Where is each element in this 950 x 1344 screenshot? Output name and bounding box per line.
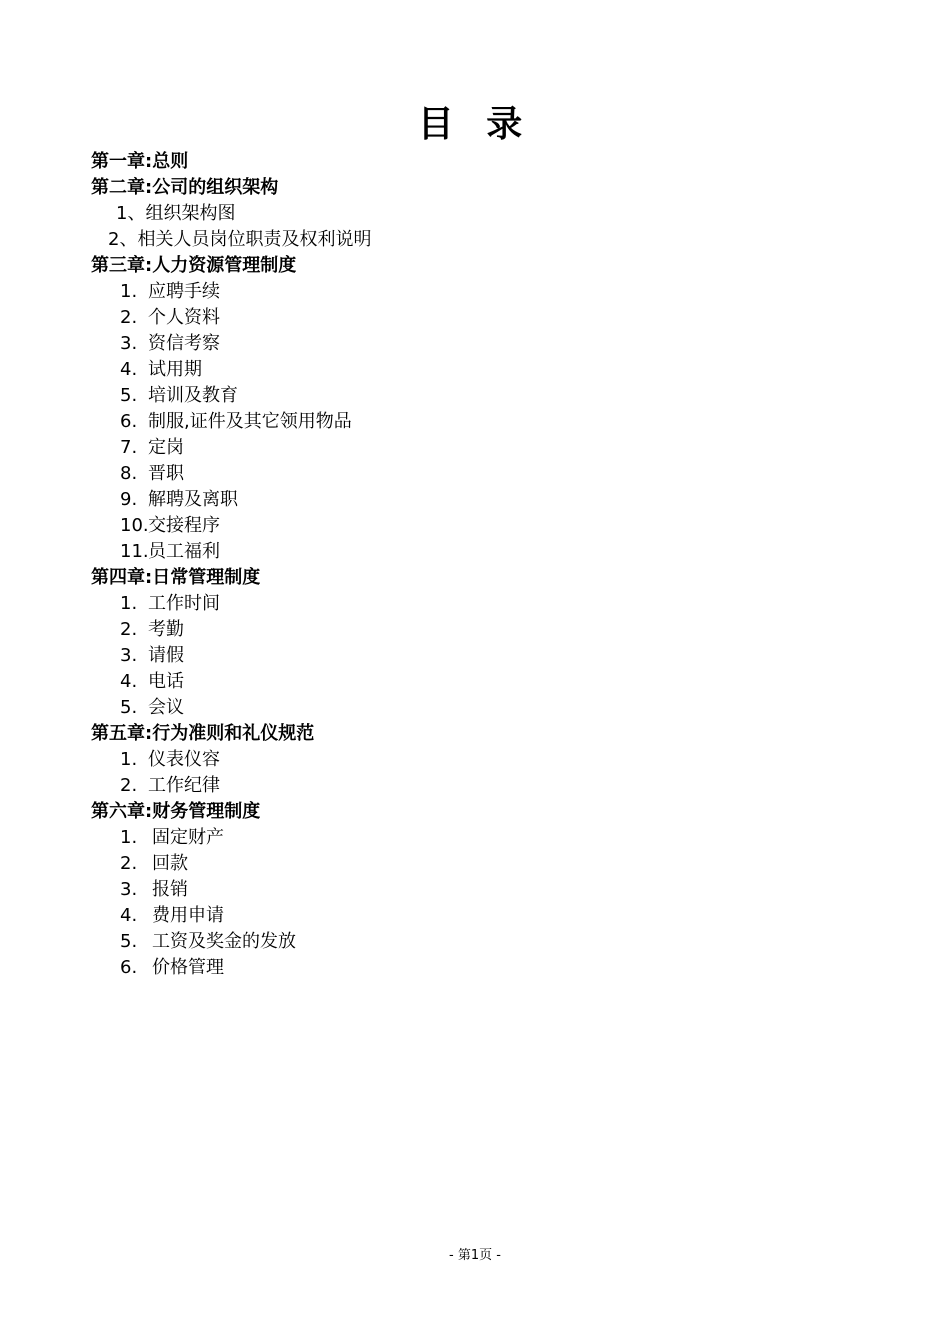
- toc-item-text: 仪表仪容: [148, 749, 220, 770]
- toc-item-text: 请假: [148, 645, 184, 666]
- toc-chapter-heading: 第二章:公司的组织架构: [91, 177, 279, 198]
- toc-list-item: [91, 643, 891, 669]
- toc-item-text: 价格管理: [152, 957, 224, 978]
- toc-list-item: [91, 903, 891, 929]
- toc-item-text: 工作纪律: [148, 775, 220, 796]
- toc-item-number: 2.: [120, 775, 138, 796]
- toc-list-item: [91, 669, 891, 695]
- toc-item-number: 8.: [120, 463, 138, 484]
- toc-item-text: 制服,证件及其它领用物品: [148, 411, 352, 432]
- toc-item-number: 3.: [120, 333, 138, 354]
- toc-item-number: 5.: [120, 931, 138, 952]
- toc-item-text: 定岗: [148, 437, 184, 458]
- toc-item-text: 会议: [148, 697, 184, 718]
- toc-item-number: 1.: [120, 593, 138, 614]
- toc-list-item: [91, 539, 891, 565]
- toc-item-text: 员工福利: [148, 541, 220, 562]
- toc-item-number: 5.: [120, 697, 138, 718]
- toc-item-number: 5.: [120, 385, 138, 406]
- toc-list-item: [91, 305, 891, 331]
- toc-list-item: [91, 513, 891, 539]
- toc-list-item: [91, 877, 891, 903]
- toc-item-number: 3.: [120, 879, 138, 900]
- toc-list-item: [91, 331, 891, 357]
- toc-list-item: [91, 383, 891, 409]
- toc-item-number: 6.: [120, 411, 138, 432]
- toc-chapter-heading: 第四章:日常管理制度: [91, 567, 261, 588]
- toc-item-text: 固定财产: [152, 827, 224, 848]
- toc-chapter-heading: 第六章:财务管理制度: [91, 801, 261, 822]
- toc-item-number: 4.: [120, 905, 138, 926]
- table-of-contents: [91, 149, 891, 981]
- toc-item-number: 2.: [120, 307, 138, 328]
- toc-list-item: [91, 461, 891, 487]
- toc-item-number: 4.: [120, 671, 138, 692]
- toc-item-number: 4.: [120, 359, 138, 380]
- toc-item-text: 考勤: [148, 619, 184, 640]
- toc-item-number: 11.: [120, 541, 149, 562]
- toc-item-text: 试用期: [148, 359, 202, 380]
- toc-chapter-heading: 第五章:行为准则和礼仪规范: [91, 723, 315, 744]
- toc-item-number: 2.: [120, 619, 138, 640]
- toc-list-item: [91, 955, 891, 981]
- toc-item-text: 电话: [148, 671, 184, 692]
- toc-item-number: 6.: [120, 957, 138, 978]
- toc-chapter-heading: 第一章:总则: [91, 151, 189, 172]
- toc-list-item: [91, 591, 891, 617]
- toc-list-item: [91, 487, 891, 513]
- toc-item-number: 1.: [120, 749, 138, 770]
- toc-subsection: 2、相关人员岗位职责及权利说明: [108, 229, 372, 250]
- toc-list-item: [91, 357, 891, 383]
- toc-chapter-heading: 第三章:人力资源管理制度: [91, 255, 297, 276]
- toc-item-text: 回款: [152, 853, 188, 874]
- toc-item-number: 7.: [120, 437, 138, 458]
- toc-item-number: 1.: [120, 827, 138, 848]
- toc-item-text: 工资及奖金的发放: [152, 931, 296, 952]
- toc-subsection: 1、组织架构图: [116, 203, 236, 224]
- toc-item-text: 培训及教育: [148, 385, 238, 406]
- toc-list-item: [91, 773, 891, 799]
- toc-item-text: 报销: [152, 879, 188, 900]
- toc-list-item: [91, 825, 891, 851]
- toc-list-item: [91, 747, 891, 773]
- toc-list-item: [91, 409, 891, 435]
- toc-list-item: [91, 435, 891, 461]
- toc-item-text: 晋职: [148, 463, 184, 484]
- page-title: 目 录: [417, 104, 533, 145]
- page-footer: - 第1页 -: [449, 1248, 501, 1263]
- toc-item-text: 应聘手续: [148, 281, 220, 302]
- toc-list-item: [91, 617, 891, 643]
- toc-item-number: 9.: [120, 489, 138, 510]
- toc-item-text: 交接程序: [148, 515, 220, 536]
- toc-item-text: 解聘及离职: [148, 489, 238, 510]
- toc-list-item: [91, 929, 891, 955]
- toc-item-text: 资信考察: [148, 333, 220, 354]
- toc-item-number: 2.: [120, 853, 138, 874]
- toc-item-text: 费用申请: [152, 905, 224, 926]
- toc-list-item: [91, 851, 891, 877]
- toc-list-item: [91, 279, 891, 305]
- toc-item-number: 1.: [120, 281, 138, 302]
- toc-item-text: 工作时间: [148, 593, 220, 614]
- toc-list-item: [91, 695, 891, 721]
- toc-item-number: 10.: [120, 515, 149, 536]
- toc-item-text: 个人资料: [148, 307, 220, 328]
- toc-item-number: 3.: [120, 645, 138, 666]
